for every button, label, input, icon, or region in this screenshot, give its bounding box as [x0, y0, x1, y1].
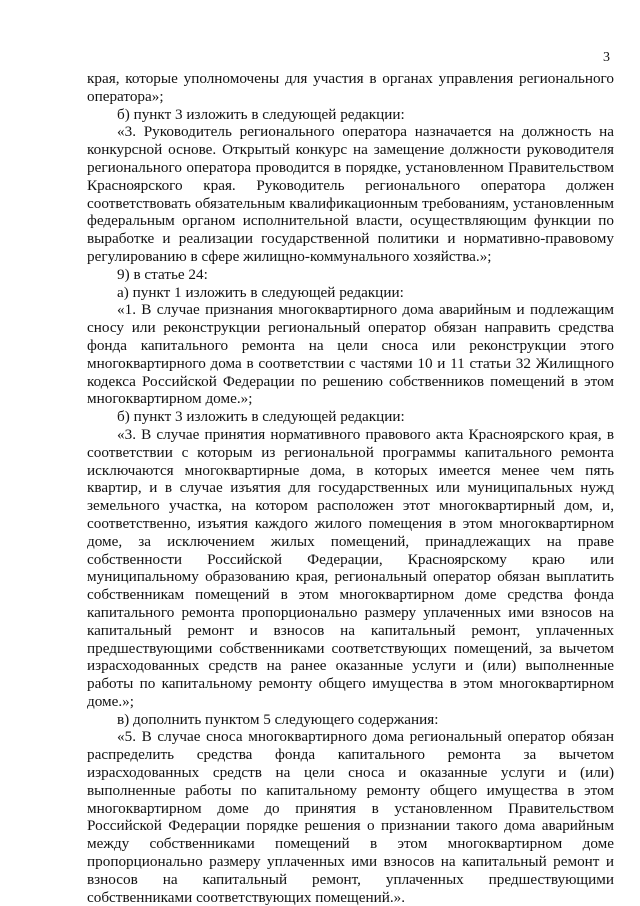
paragraph: 9) в статье 24: — [117, 265, 208, 283]
paragraph: «5. В случае сноса многоквартирного дома региональный оператор обязан распределить средства фонда капитального ремонта за вычетом израсходованных средств на цели сноса и оказанные услуги и (или) выполненные работы по капитальному ремонту общего имущества в этом многоквартирном доме до принятия в установленном Правительством Российской Федерации порядке решения о признании такого дома аварийным между собственниками помещений в этом многоквартирном доме пропорционально размеру уплаченных ими взносов на капитальный ремонт и взносов на капитальный ремонт, уплаченных предшествующими собственниками соответствующих помещений.». — [87, 728, 614, 906]
paragraph: края, которые уполномочены для участия в органах управления регионального оператора»; — [87, 70, 614, 105]
paragraph: б) пункт 3 изложить в следующей редакции: — [117, 408, 405, 426]
paragraph: б) пункт 3 изложить в следующей редакции: — [117, 105, 405, 123]
paragraph: в) дополнить пунктом 5 следующего содержания: — [117, 710, 439, 728]
paragraph: «1. В случае признания многоквартирного дома аварийным и подлежащим сносу или реконструкции региональный оператор обязан направить средства фонда капитального ремонта на цели сноса или реконструкции этого многоквартирного дома в соответствии с частями 10 и 11 статьи 32 Жилищного кодекса Российской Федерации по решению собственников помещений в этом многоквартирном доме.»; — [87, 301, 614, 408]
paragraph: «3. Руководитель регионального оператора назначается на должность на конкурсной основе. Открытый конкурс на замещение должности руководителя регионального оператора проводится в порядке, установленном Правительством Красноярского края. Руководитель регионального оператора должен соответствовать обязательным квалификационным требованиям, установленным федеральным органом исполнительной власти, осуществляющим функции по выработке и реализации государственной политики и нормативно-правовому регулированию в сфере жилищно-коммунального хозяйства.»; — [87, 123, 614, 265]
paragraph: «3. В случае принятия нормативного правового акта Красноярского края, в соответствии с которым из региональной программы капитального ремонта исключаются многоквартирные дома, в которых имеется менее чем пять квартир, и в случае изъятия для государственных или муниципальных нужд земельного участка, на котором расположен этот многоквартирный дом, и, соответственно, изъятия каждого жилого помещения в этом многоквартирном доме, за исключением жилых помещений, принадлежащих на праве собственности Российской Федерации, Красноярскому краю или муниципальному образованию края, региональный оператор обязан выплатить собственникам помещений в этом многоквартирном доме средства фонда капитального ремонта пропорционально размеру уплаченных ими взносов на капитальный ремонт и взносов на капитальный ремонт, уплаченных предшествующими собственниками соответствующих помещений, за вычетом израсходованных средств на ранее оказанные услуги и (или) выполненные работы по капитальному ремонту общего имущества в этом многоквартирном доме.»; — [87, 425, 614, 710]
page-number: 3 — [603, 50, 610, 65]
paragraph: а) пункт 1 изложить в следующей редакции: — [117, 283, 404, 301]
document-body — [87, 70, 614, 906]
